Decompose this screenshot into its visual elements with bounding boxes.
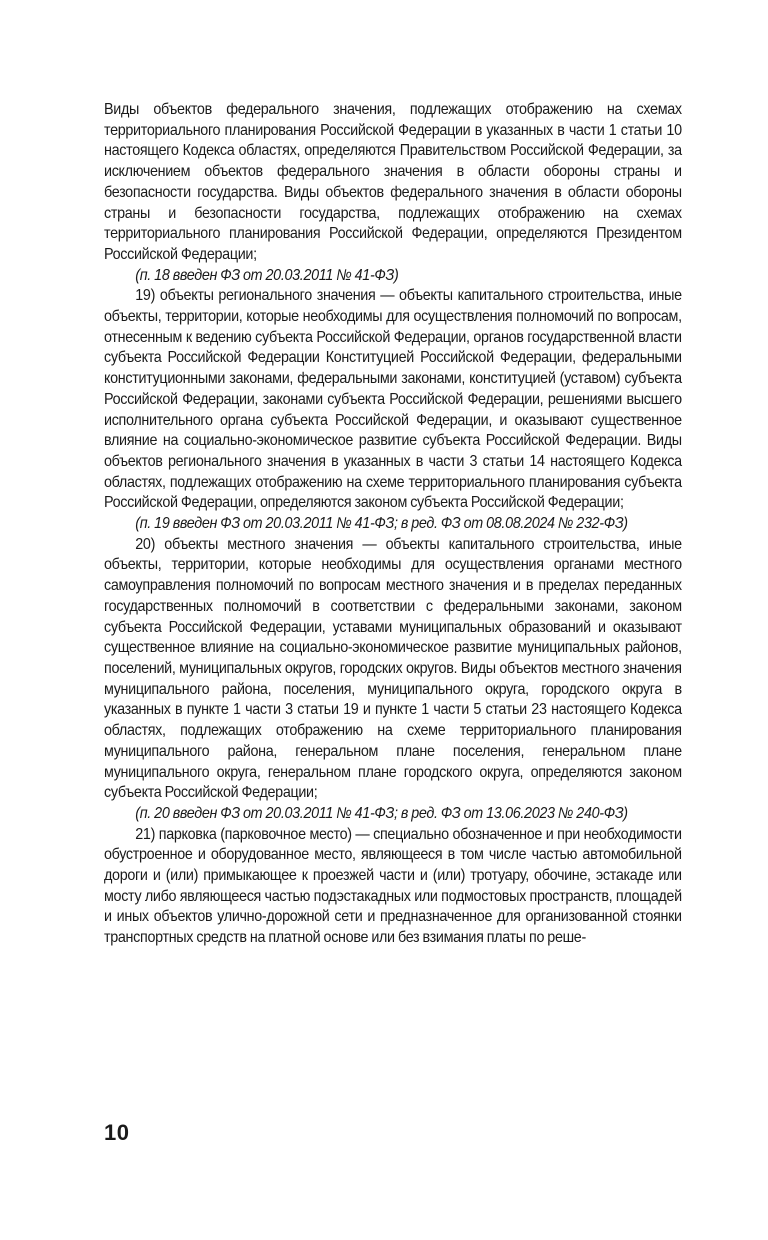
- paragraph-federal-objects: Виды объектов федерального значения, подлежащих отображению на схемах территориального планирования Российской Федерации в указанных в части 1 статьи 10 настоящего Кодекса областях, определяются Правительством Российской Федерации, за исключением объектов федерального значения в области обороны страны и безопасности государства. Виды объектов федерального значения в области обороны страны и безопасности государства, подлежащих отображению на схемах территориального планирования Российской Федерации, определяются Президентом Российской Федерации;: [104, 101, 682, 263]
- amendment-note-19: (п. 19 введен ФЗ от 20.03.2011 № 41-ФЗ; в ред. ФЗ от 08.08.2024 № 232-ФЗ): [135, 515, 628, 533]
- paragraph-20-local-objects: 20) объекты местного значения — объекты капитального строительства, иные объекты, территории, которые необходимы для осуществления органами местного самоуправления полномочий по вопросам местного значения и в пределах переданных государственных полномочий в соответствии с федеральными законами, законом субъекта Российской Федерации, уставами муниципальных образований и оказывают существенное влияние на социально-экономическое развитие муниципальных районов, поселений, муниципальных округов, городских округов. Виды объектов местного значения муниципального района, поселения, муниципального округа, городского округа в указанных в пункте 1 части 3 статьи 19 и пункте 1 части 5 статьи 23 настоящего Кодекса областях, подлежащих отображению на схеме территориального планирования муниципального района, генеральном плане поселения, генеральном плане муниципального округа, генеральном плане городского округа, определяются законом субъекта Российской Федерации;: [104, 535, 682, 802]
- paragraph-21-parking: 21) парковка (парковочное место) — специально обозначенное и при необходимости обустроенное и оборудованное место, являющееся в том числе частью автомобильной дороги и (или) примыкающее к проезжей части и (или) тротуару, обочине, эстакаде или мосту либо являющееся частью подэстакадных или подмостовых пространств, площадей и иных объектов улично-дорожной сети и предназначенное для организованной стоянки транспортных средств на платной основе или без взимания платы по реше-: [104, 825, 682, 947]
- amendment-note-20: (п. 20 введен ФЗ от 20.03.2011 № 41-ФЗ; в ред. ФЗ от 13.06.2023 № 240-ФЗ): [135, 804, 628, 822]
- paragraph-19-regional-objects: 19) объекты регионального значения — объекты капитального строительства, иные объекты, территории, которые необходимы для осуществления полномочий по вопросам, отнесенным к ведению субъекта Российской Федерации, органов государственной власти субъекта Российской Федерации Конституцией Российской Федерации, федеральными конституционными законами, федеральными законами, конституцией (уставом) субъекта Российской Федерации, законами субъекта Российской Федерации, решениями высшего исполнительного органа субъекта Российской Федерации, и оказывают существенное влияние на социально-экономическое развитие субъекта Российской Федерации. Виды объектов регионального значения в указанных в части 3 статьи 14 настоящего Кодекса областях, подлежащих отображению на схеме территориального планирования субъекта Российской Федерации, определяются законом субъекта Российской Федерации;: [104, 287, 682, 512]
- amendment-note-18: (п. 18 введен ФЗ от 20.03.2011 № 41-ФЗ): [135, 266, 399, 284]
- page-number: 10: [104, 1120, 130, 1145]
- page-text: [104, 100, 682, 949]
- text-column: [104, 100, 682, 949]
